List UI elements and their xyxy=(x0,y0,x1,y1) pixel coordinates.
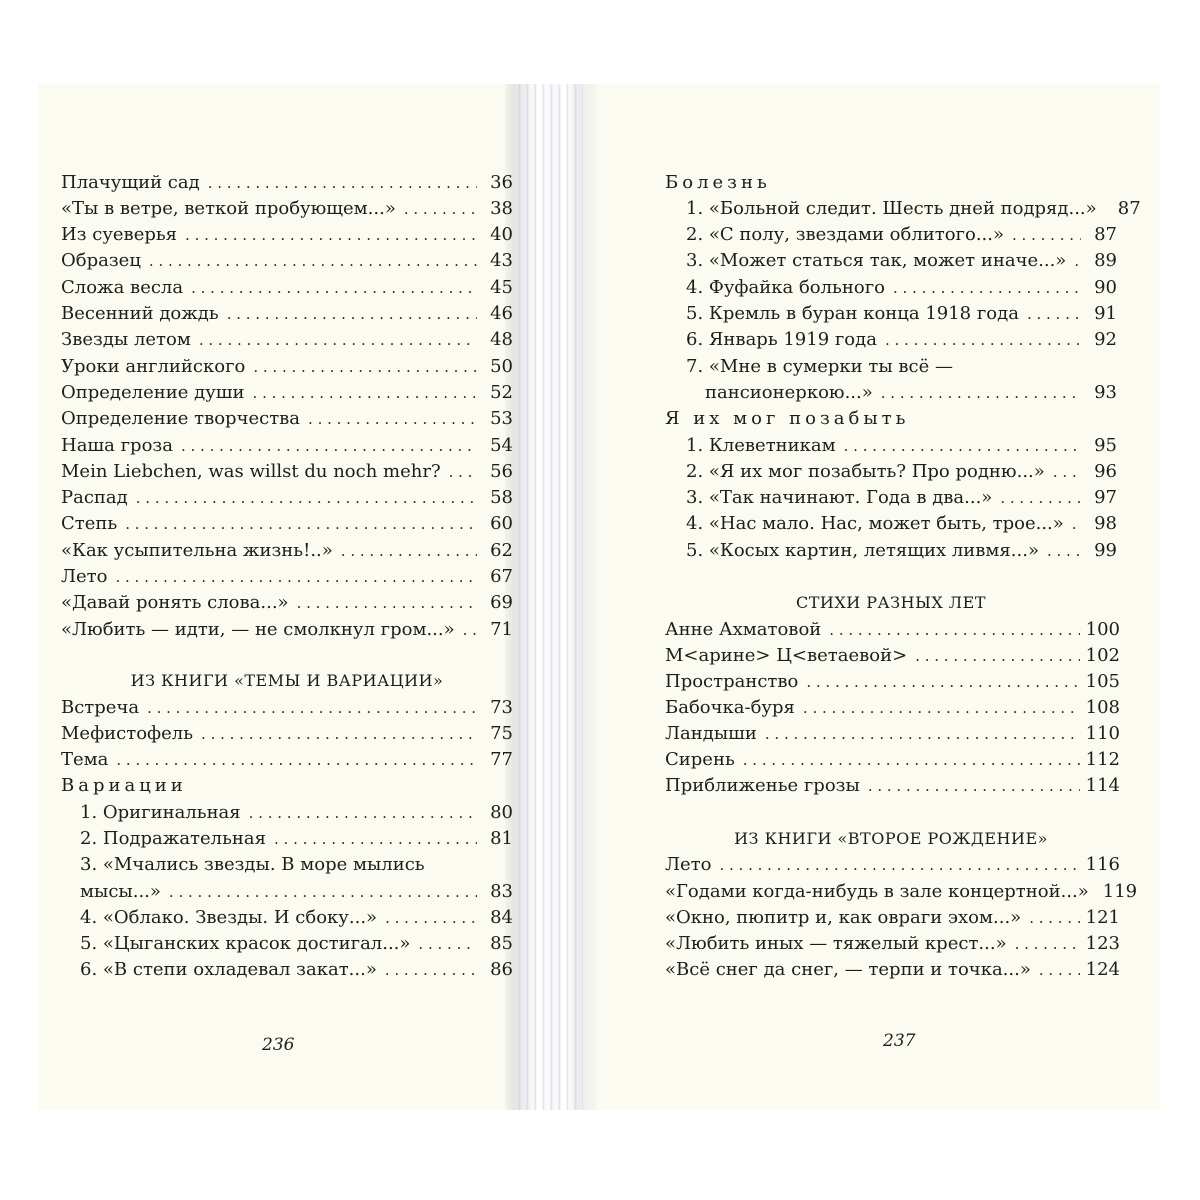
toc-entry: Лето . . . 116 xyxy=(665,852,1120,878)
toc-subentry: 2. «Я их мог позабыть? Про родню...» . . . 96 xyxy=(686,459,1117,485)
section-heading: ИЗ КНИГИ «ТЕМЫ И ВАРИАЦИИ» xyxy=(130,671,444,690)
toc-subentry: 2. Подражательная . . . 81 xyxy=(80,826,513,852)
toc-subentry: 2. «С полу, звездами облитого...» . . . 87 xyxy=(686,222,1117,248)
toc-entry: Анне Ахматовой . . . 100 xyxy=(665,617,1120,643)
toc-entry: Звезды летом . . . 48 xyxy=(61,327,513,353)
toc-subentry: 4. «Нас мало. Нас, может быть, трое...» . . . 98 xyxy=(686,511,1117,537)
toc-entry: Ландыши . . . 110 xyxy=(665,721,1120,747)
toc-entry: Плачущий сад . . . 36 xyxy=(61,170,513,196)
toc-entry: Из суеверья . . . 40 xyxy=(61,222,513,248)
toc-entry: Лето . . . 67 xyxy=(61,564,513,590)
toc-subentry: 1. «Больной следит. Шесть дней подряд...» 87 xyxy=(686,198,1141,219)
toc-subentry-first-line: 7. «Мне в сумерки ты всё — xyxy=(686,356,953,377)
toc-entry: «Годами когда-нибудь в зале концертной...» 119 xyxy=(665,881,1138,902)
toc-entry: Приближенье грозы . . . 114 xyxy=(665,773,1120,799)
toc-entry: Тема . . . 77 xyxy=(61,747,513,773)
toc-subentry: пансионеркою...» . . . 93 xyxy=(686,380,1117,406)
toc-subentry: 1. Клеветникам . . . 95 xyxy=(686,433,1117,459)
page-number: 237 xyxy=(883,1031,916,1051)
toc-entry: Сирень . . . 112 xyxy=(665,747,1120,773)
toc-subentry: 1. Оригинальная . . . 80 xyxy=(80,800,513,826)
toc-entry: М<арине> Ц<ветаевой> . . . 102 xyxy=(665,643,1120,669)
toc-subentry: 6. «В степи охладевал закат...» . . . 86 xyxy=(80,957,513,983)
toc-subentry: 4. «Облако. Звезды. И сбоку...» . . . 84 xyxy=(80,905,513,931)
toc-entry: Бабочка-буря . . . 108 xyxy=(665,695,1120,721)
toc-entry: «Любить — идти, — не смолкнул гром...» . . . 71 xyxy=(61,617,513,643)
toc-entry: Встреча . . . 73 xyxy=(61,695,513,721)
page-number: 236 xyxy=(262,1035,295,1055)
toc-subentry: 4. Фуфайка больного . . . 90 xyxy=(686,275,1117,301)
section-heading: ИЗ КНИГИ «ВТОРОЕ РОЖДЕНИЕ» xyxy=(734,829,1048,848)
toc-entry: Распад . . . 58 xyxy=(61,485,513,511)
toc-entry: Mein Liebchen, was willst du noch mehr? . . . 56 xyxy=(61,459,513,485)
toc-entry: Весенний дождь . . . 46 xyxy=(61,301,513,327)
toc-entry: Степь . . . 60 xyxy=(61,511,513,537)
toc-subentry: 3. «Может статься так, может иначе...» . . . 89 xyxy=(686,248,1117,274)
toc-subentry: 3. «Так начинают. Года в два...» . . . 97 xyxy=(686,485,1117,511)
group-heading: Я их мог позабыть xyxy=(665,408,910,429)
toc-entry: Определение души . . . 52 xyxy=(61,380,513,406)
toc-entry: Определение творчества . . . 53 xyxy=(61,406,513,432)
toc-subentry-first-line: 3. «Мчались звезды. В море мылись xyxy=(80,854,425,875)
group-heading: Вариации xyxy=(61,775,187,796)
toc-entry: «Давай ронять слова...» . . . 69 xyxy=(61,590,513,616)
group-heading: Болезнь xyxy=(665,172,771,193)
toc-entry: «Как усыпительна жизнь!..» . . . 62 xyxy=(61,538,513,564)
toc-subentry: 5. «Косых картин, летящих ливмя...» . . . 99 xyxy=(686,538,1117,564)
toc-entry: Образец . . . 43 xyxy=(61,248,513,274)
toc-subentry: 6. Январь 1919 года . . . 92 xyxy=(686,327,1117,353)
toc-entry: «Всё снег да снег, — терпи и точка...» . . . 124 xyxy=(665,957,1120,983)
toc-entry: «Любить иных — тяжелый крест...» . . . 123 xyxy=(665,931,1120,957)
toc-entry: «Окно, пюпитр и, как овраги эхом...» . . . 121 xyxy=(665,905,1120,931)
toc-entry: Пространство . . . 105 xyxy=(665,669,1120,695)
toc-entry: Сложа весла . . . 45 xyxy=(61,275,513,301)
toc-entry: «Ты в ветре, веткой пробующем...» . . . 38 xyxy=(61,196,513,222)
book-gutter xyxy=(505,84,597,1110)
toc-subentry: 5. Кремль в буран конца 1918 года . . . 91 xyxy=(686,301,1117,327)
toc-entry: Наша гроза . . . 54 xyxy=(61,433,513,459)
section-heading: СТИХИ РАЗНЫХ ЛЕТ xyxy=(795,593,987,612)
toc-subentry: 5. «Цыганских красок достигал...» . . . 85 xyxy=(80,931,513,957)
toc-entry: Мефистофель . . . 75 xyxy=(61,721,513,747)
toc-entry: Уроки английского . . . 50 xyxy=(61,354,513,380)
toc-subentry: мысы...» . . . 83 xyxy=(80,879,513,905)
